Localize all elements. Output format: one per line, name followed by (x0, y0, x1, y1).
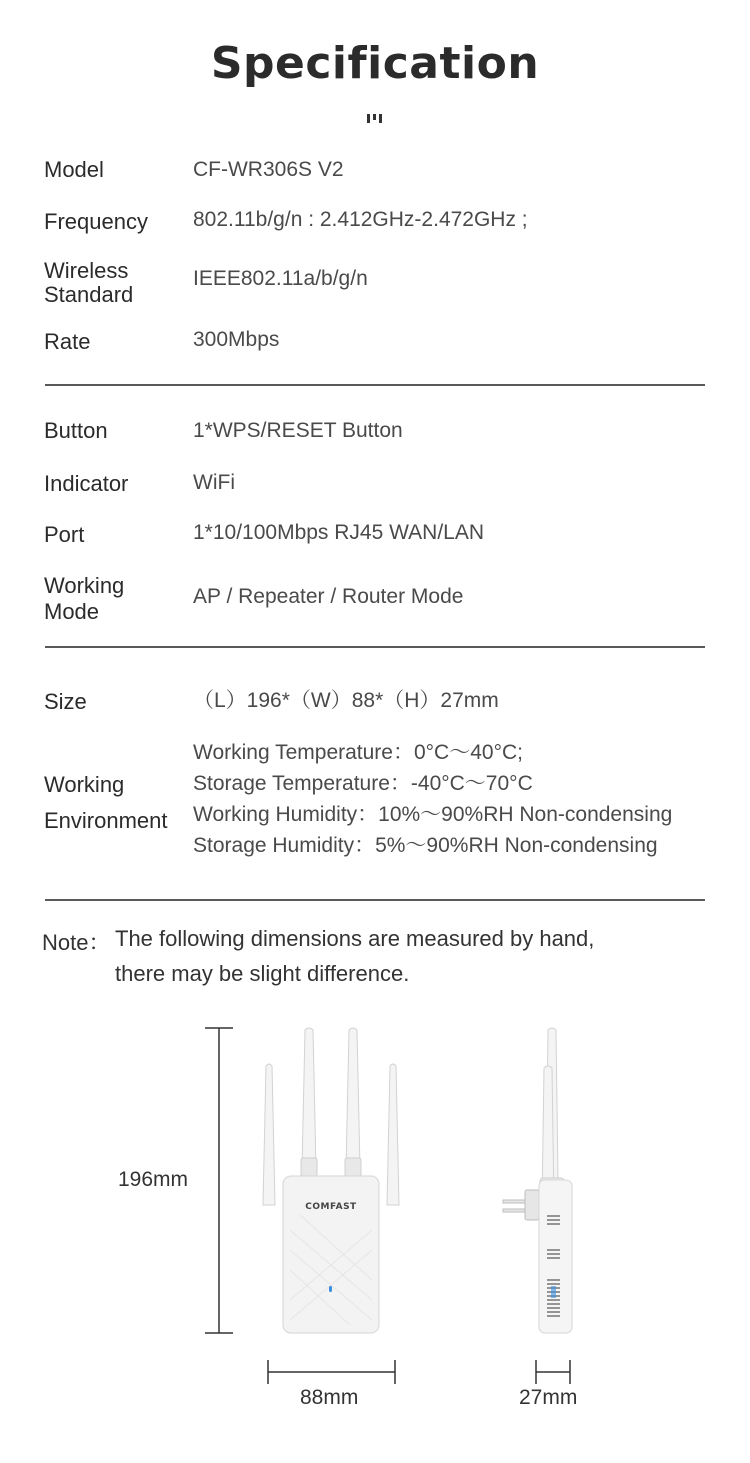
page-title: Specification (210, 38, 540, 89)
spec-value-environment-line: Working Humidity：10%～90%RH Non-condensing (193, 803, 673, 826)
side-port-icon (551, 1286, 556, 1298)
brand-logo: COMFAST (305, 1202, 357, 1212)
spec-value-port: 1*10/100Mbps RJ45 WAN/LAN (193, 521, 485, 544)
width-dimension-line (268, 1360, 395, 1384)
spec-label-environment-line2: Environment (44, 808, 168, 833)
note-label: Note： (42, 930, 111, 955)
spec-label-standard: Standard (44, 282, 134, 307)
spec-value-working-mode: AP / Repeater / Router Mode (193, 585, 464, 608)
width-dimension-label: 88mm (300, 1386, 359, 1409)
spec-label-frequency: Frequency (44, 209, 148, 234)
spec-label-working: Working (44, 573, 125, 598)
spec-value-size: （L）196*（W）88*（H）27mm (193, 689, 499, 712)
height-dimension-line (205, 1028, 233, 1333)
spec-value-environment-line: Storage Humidity：5%～90%RH Non-condensing (193, 834, 658, 857)
note-text-line2: there may be slight difference. (115, 961, 410, 986)
spec-value-rate: 300Mbps (193, 328, 280, 351)
spec-label-button: Button (44, 418, 108, 443)
depth-dimension-line (536, 1360, 570, 1384)
spec-value-model: CF-WR306S V2 (193, 158, 344, 181)
spec-value-wireless-standard: IEEE802.11a/b/g/n (193, 267, 368, 290)
spec-label-indicator: Indicator (44, 471, 129, 496)
depth-dimension-label: 27mm (519, 1386, 578, 1409)
spec-value-button: 1*WPS/RESET Button (193, 419, 403, 442)
spec-label-port: Port (44, 522, 85, 547)
spec-value-indicator: WiFi (193, 471, 235, 494)
status-led-icon (329, 1286, 332, 1292)
spec-label-rate: Rate (44, 329, 91, 354)
height-dimension-label: 196mm (118, 1168, 189, 1191)
antenna-base-icon (301, 1158, 361, 1176)
spec-value-environment-line: Storage Temperature：-40°C～70°C (193, 772, 533, 795)
spec-label-mode: Mode (44, 599, 100, 624)
spec-value-frequency: 802.11b/g/n : 2.412GHz-2.472GHz ; (193, 208, 528, 231)
note-text-line1: The following dimensions are measured by hand, (115, 926, 595, 951)
spec-label-wireless: Wireless (44, 258, 129, 283)
spec-value-environment-line: Working Temperature：0°C～40°C; (193, 741, 523, 764)
router-side-body (539, 1180, 572, 1333)
spec-label-model: Model (44, 157, 104, 182)
spec-label-environment-line1: Working (44, 772, 125, 797)
spec-label-size: Size (44, 689, 87, 714)
router-front-body (283, 1176, 379, 1333)
power-plug-icon (503, 1190, 539, 1220)
